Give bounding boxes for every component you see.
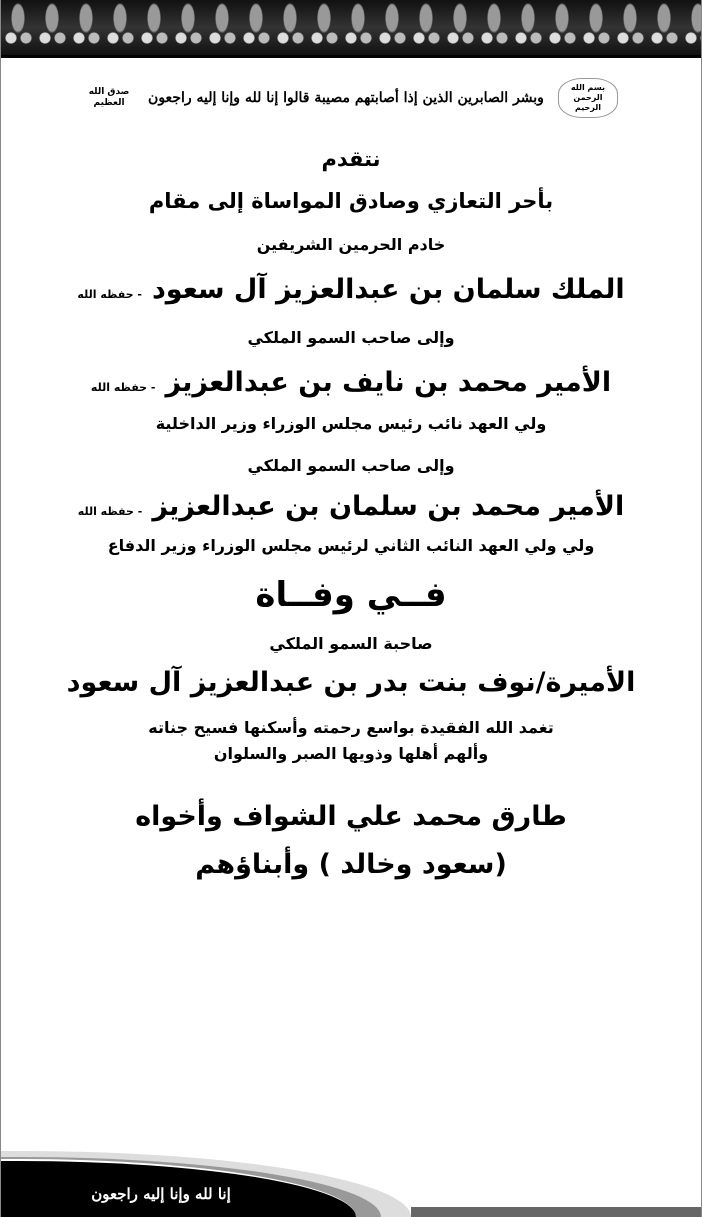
condolence-text: بأحر التعازي وصادق المواساة إلى مقام (148, 189, 554, 214)
to-royal-highness-1: وإلى صاحب السمو الملكي (247, 328, 455, 348)
title-deceased: صاحبة السمو الملكي (269, 634, 433, 654)
crown-prince-row (21, 366, 681, 400)
king-row (21, 273, 681, 307)
footer-quran-verse: إنا لله وإنا إليه راجعون (91, 1185, 231, 1203)
sender-line-1: طارق محمد علي الشواف وأخواه (135, 801, 567, 832)
name-king: الملك سلمان بن عبدالعزيز آل سعود (151, 273, 625, 305)
header-calligraphy-row (1, 78, 701, 118)
footer-decoration (1, 1147, 701, 1217)
header-quran-verse: وبشر الصابرين الذين إذا أصابتهم مصيبة قالوا إنا لله وإنا إليه راجعون (148, 90, 544, 106)
prayer-line-1: تغمد الله الفقيدة بواسع رحمته وأسكنها فسيح جناته (148, 718, 554, 737)
name-deceased: الأميرة/نوف بنت بدر بن عبدالعزيز آل سعود (66, 667, 636, 699)
role-crown-prince: ولي العهد نائب رئيس مجلس الوزراء وزير الداخلية (155, 414, 547, 433)
death-announcement: فــي وفــاة (255, 574, 447, 615)
basmala-medallion: بسم الله الرحمن الرحيم (558, 78, 618, 118)
name-crown-prince: الأمير محمد بن نايف بن عبدالعزيز (165, 367, 612, 399)
sadaqa-calligraphy: صدق الله العظيم (88, 87, 130, 108)
hafiz-label-3: - حفظه الله (77, 505, 143, 518)
name-deputy-crown-prince: الأمير محمد بن سلمان بن عبدالعزيز (152, 491, 625, 522)
to-royal-highness-2: وإلى صاحب السمو الملكي (247, 456, 455, 475)
ornamental-header-band (1, 0, 701, 58)
intro-text: نتقدم (321, 147, 381, 171)
role-deputy-crown-prince: ولي ولي العهد النائب الثاني لرئيس مجلس الوزراء وزير الدفاع (107, 535, 595, 555)
deputy-crown-prince-row (21, 490, 681, 524)
footer-gray-bar (411, 1207, 701, 1217)
hafiz-label-2: - حفظه الله (90, 381, 156, 395)
hafiz-label-1: - حفظه الله (77, 287, 142, 301)
title-custodian: خادم الحرمين الشريفين (256, 234, 446, 254)
sender-line-2: (سعود وخالد ) وأبناؤهم (195, 848, 507, 880)
condolence-body (1, 118, 701, 882)
prayer-line-2: وألهم أهلها وذويها الصبر والسلوان (213, 744, 489, 763)
